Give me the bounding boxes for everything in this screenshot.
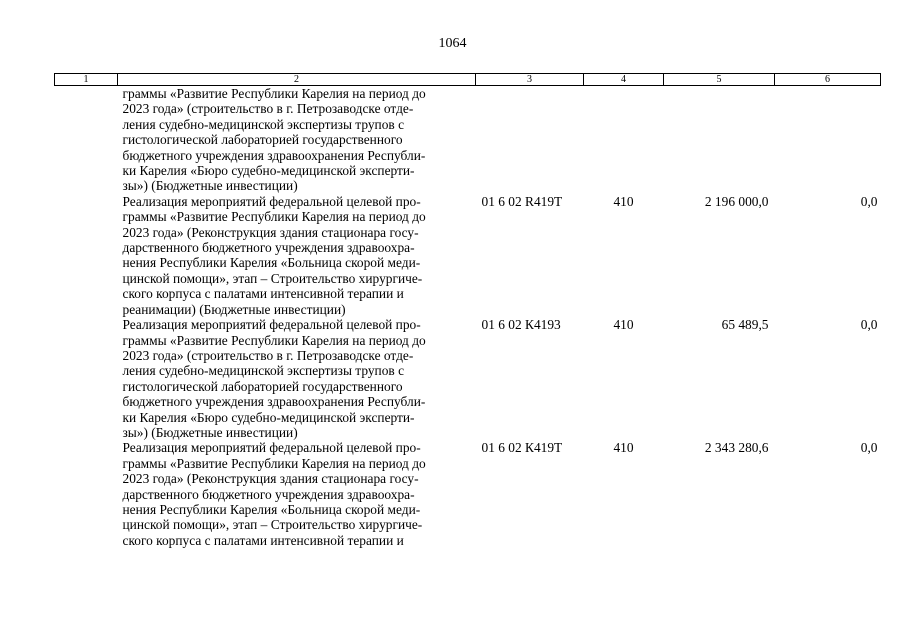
description-line: 2023 года» (Реконструкция здания стационара госу- [122,224,419,240]
description-line: граммы «Развитие Республики Карелия на период до [122,86,426,101]
description-line: зы») (Бюджетные инвестиции) [122,178,298,194]
description-line: граммы «Развитие Республики Карелия на период до [122,332,426,348]
page-number: 1064 [438,36,467,51]
description-cell [118,440,476,548]
column-number-6: 6 [775,74,881,86]
description-line: ки Карелия «Бюро судебно-медицинской эксперти- [122,409,415,425]
column-number-header-row [55,74,881,86]
expense-type-cell: 410 [613,317,634,333]
description-line: 2023 года» (строительство в г. Петрозаводске отде- [122,101,414,117]
description-line: зы») (Бюджетные инвестиции) [122,424,298,440]
amount-cell: 65 489,5 [721,317,769,333]
description-cell [118,317,476,440]
amount-second-cell: 0,0 [860,440,878,456]
description-line: ки Карелия «Бюро судебно-медицинской эксперти- [122,163,415,179]
description-line: ления судебно-медицинской экспертизы трупов с [122,116,405,132]
column-number-2: 2 [118,74,476,86]
description-line: ского корпуса с палатами интенсивной терапии и [122,286,404,302]
row-number-cell [55,194,118,317]
amount-second-cell: 0,0 [860,193,878,209]
table-row [55,194,881,317]
description-line: гистологической лабораторией государственного [122,132,403,148]
description-cell [118,194,476,317]
budget-table [54,73,881,548]
description-line: Реализация мероприятий федеральной целевой про- [122,440,421,456]
description-line: граммы «Развитие Республики Карелия на период до [122,455,426,471]
table-body [55,86,881,549]
description-line: бюджетного учреждения здравоохранения Республи- [122,394,426,410]
description-line: цинской помощи», этап – Строительство хирургиче- [122,517,423,533]
amount-second-cell [775,86,881,194]
column-number-5: 5 [664,74,775,86]
description-line: 2023 года» (строительство в г. Петрозаводске отде- [122,347,414,363]
expense-type-cell: 410 [613,440,634,456]
expense-type-cell: 410 [613,193,634,209]
description-cell [118,86,476,194]
description-line: гистологической лабораторией государственного [122,378,403,394]
description-line: ского корпуса с палатами интенсивной терапии и [122,532,404,548]
column-number-1: 1 [55,74,118,86]
row-number-cell [55,86,118,194]
amount-cell [664,86,775,194]
description-line: Реализация мероприятий федеральной целевой про- [122,193,421,209]
amount-second-cell: 0,0 [860,317,878,333]
description-line: 2023 года» (Реконструкция здания стационара госу- [122,471,419,487]
description-line: дарственного бюджетного учреждения здравоохра- [122,486,415,502]
target-article-code-cell: 01 6 02 К4193 [481,317,561,333]
amount-cell: 2 196 000,0 [704,193,769,209]
description-line: реанимации) (Бюджетные инвестиции) [122,301,346,317]
table-row [55,86,881,194]
description-line: нения Республики Карелия «Больница скорой меди- [122,255,421,271]
amount-cell: 2 343 280,6 [704,440,769,456]
row-number-cell [55,440,118,548]
description-line: бюджетного учреждения здравоохранения Республи- [122,147,426,163]
column-number-3: 3 [476,74,584,86]
row-number-cell [55,317,118,440]
description-line: цинской помощи», этап – Строительство хирургиче- [122,270,423,286]
description-line: дарственного бюджетного учреждения здравоохра- [122,240,415,256]
description-line: ления судебно-медицинской экспертизы трупов с [122,363,405,379]
target-article-code-cell: 01 6 02 К419Т [481,440,563,456]
table-row [55,317,881,440]
column-number-4: 4 [584,74,664,86]
target-article-code-cell [476,86,584,194]
table-row [55,440,881,548]
description-line: нения Республики Карелия «Больница скорой меди- [122,501,421,517]
description-line: Реализация мероприятий федеральной целевой про- [122,317,421,333]
expense-type-cell [584,86,664,194]
target-article-code-cell: 01 6 02 R419Т [481,193,563,209]
description-line: граммы «Развитие Республики Карелия на период до [122,209,426,225]
